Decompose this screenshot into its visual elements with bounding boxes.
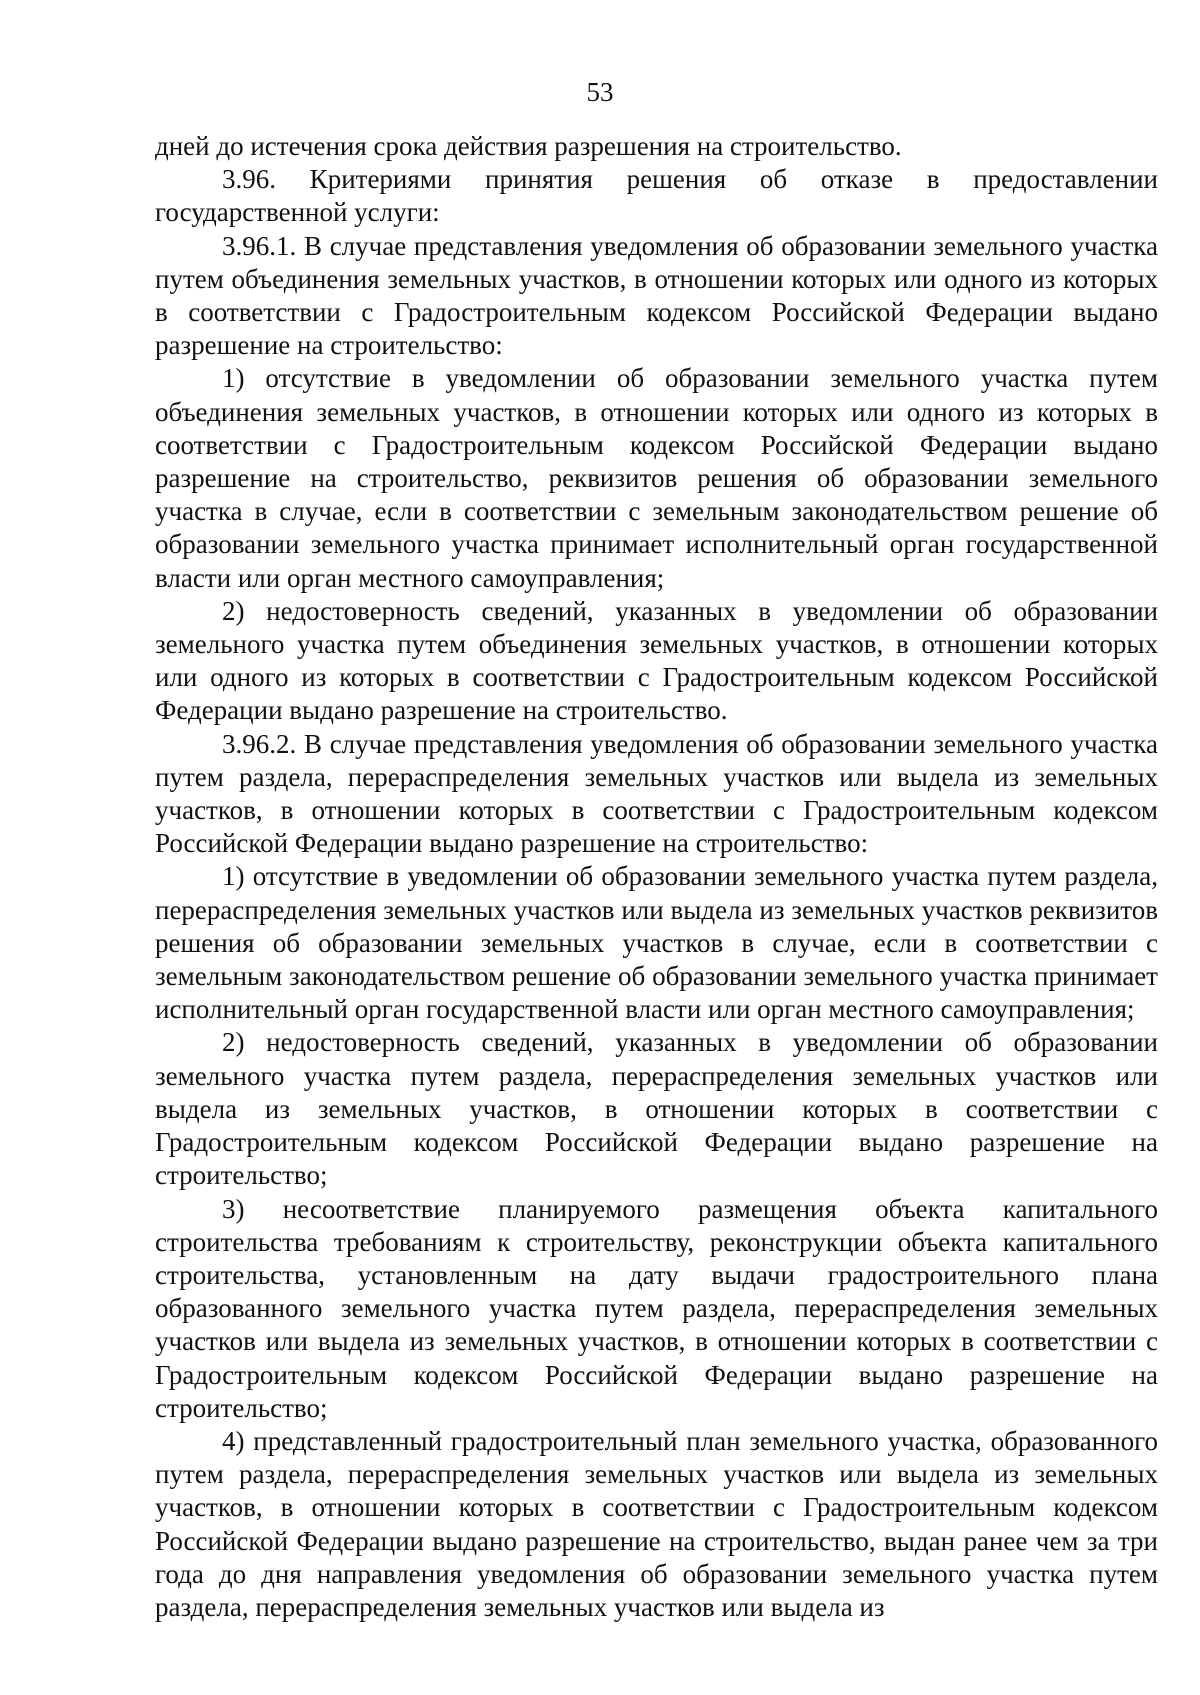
paragraph-3-96-2-item-4: 4) представленный градостроительный план земельного участка, образованного путем раздела, перераспределения земельных участков или выдела из земельных участков, в отношении которых в соответствии с Градостроительным кодексом Российской Федерации выдано разрешение на строительство, выдан ранее чем за три года до дня направления уведомления об образовании земельного участка путем раздела, перераспределения земельных участков или выдела из	[155, 1425, 1158, 1622]
document-body	[155, 130, 1158, 1624]
paragraph-3-96-1-item-1: 1) отсутствие в уведомлении об образовании земельного участка путем объединения земельных участков, в отношении которых или одного из которых в соответствии с Градостроительным кодексом Российской Федерации выдано разрешение на строительство, реквизитов решения об образовании земельного участка в случае, если в соответствии с земельным законодательством решение об образовании земельного участка принимает исполнительный орган государственной власти или орган местного самоуправления;	[155, 363, 1158, 593]
paragraph-3-96-1-item-2: 2) недостоверность сведений, указанных в уведомлении об образовании земельного участка путем объединения земельных участков, в отношении которых или одного из которых в соответствии с Градостроительным кодексом Российской Федерации выдано разрешение на строительство.	[155, 595, 1158, 726]
paragraph-3-96-1: 3.96.1. В случае представления уведомления об образовании земельного участка путем объединения земельных участков, в отношении которых или одного из которых в соответствии с Градостроительным кодексом Российской Федерации выдано разрешение на строительство:	[155, 230, 1158, 361]
paragraph-3-96-2: 3.96.2. В случае представления уведомления об образовании земельного участка путем раздела, перераспределения земельных участков или выдела из земельных участков, в отношении которых в соответствии с Градостроительным кодексом Российской Федерации выдано разрешение на строительство:	[155, 728, 1158, 859]
paragraph-3-96-2-item-2: 2) недостоверность сведений, указанных в уведомлении об образовании земельного участка путем раздела, перераспределения земельных участков или выдела из земельных участков, в отношении которых в соответствии с Градостроительным кодексом Российской Федерации выдано разрешение на строительство;	[155, 1027, 1158, 1191]
paragraph-3-96: 3.96. Критериями принятия решения об отказе в предоставлении государственной услуги:	[155, 164, 1158, 228]
page-number: 53	[586, 77, 614, 107]
paragraph-3-96-2-item-3: 3) несоответствие планируемого размещения объекта капитального строительства требованиям к строительству, реконструкции объекта капитального строительства, установленным на дату выдачи градостроительного плана образованного земельного участка путем раздела, перераспределения земельных участков или выдела из земельных участков, в отношении которых в соответствии с Градостроительным кодексом Российской Федерации выдано разрешение на строительство;	[155, 1193, 1158, 1423]
paragraph-3-96-2-item-1: 1) отсутствие в уведомлении об образовании земельного участка путем раздела, перераспределения земельных участков или выдела из земельных участков реквизитов решения об образовании земельных участков в случае, если в соответствии с земельным законодательством решение об образовании земельного участка принимает исполнительный орган государственной власти или орган местного самоуправления;	[155, 861, 1158, 1025]
paragraph-continuation: дней до истечения срока действия разрешения на строительство.	[155, 131, 902, 161]
